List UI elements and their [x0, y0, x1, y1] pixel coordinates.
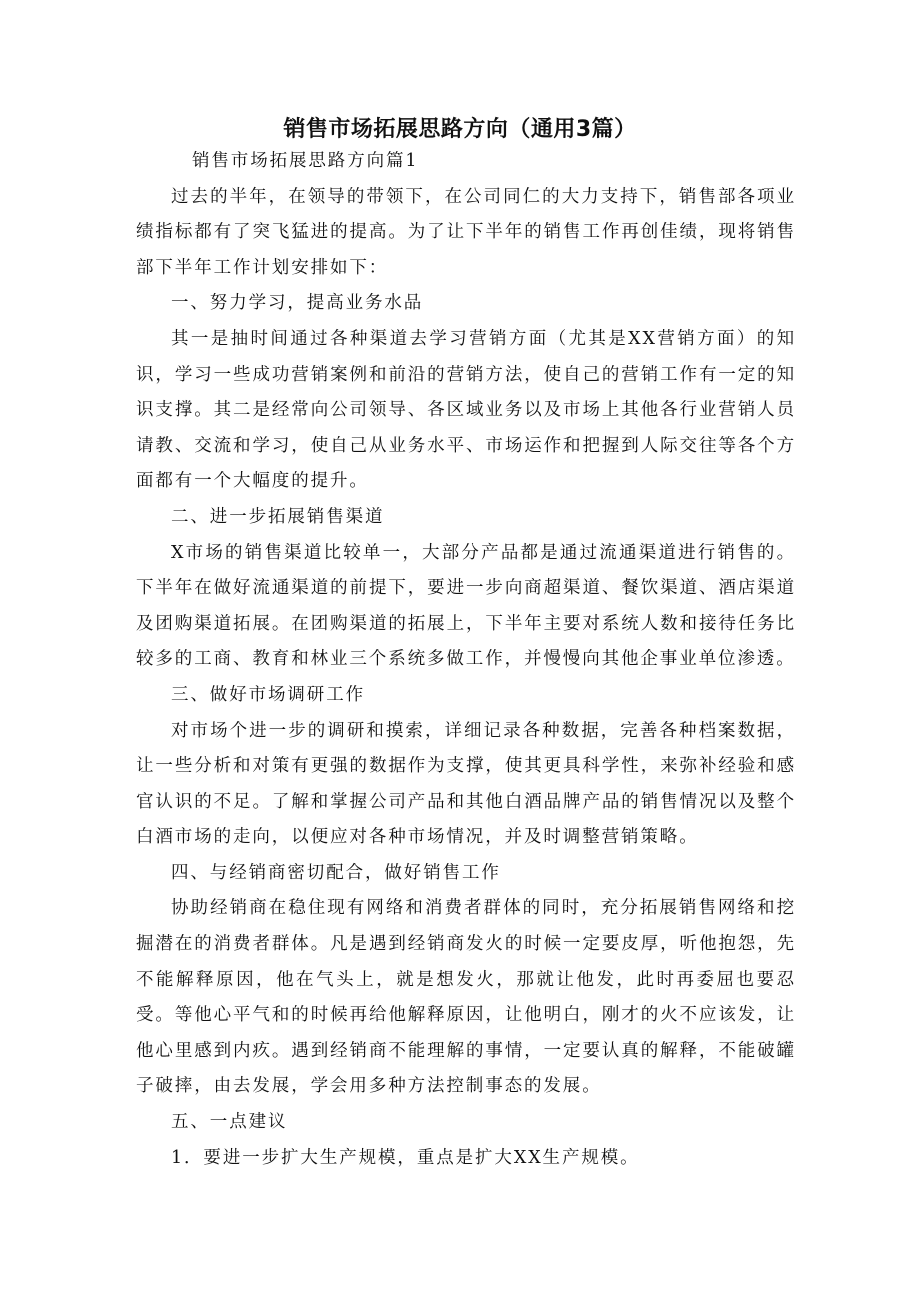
paragraph-study: 其一是抽时间通过各种渠道去学习营销方面（尤其是XX营销方面）的知识，学习一些成功营销案例和前沿的营销方法，使自己的营销工作有一定的知识支撑。其二是经常向公司领导、各区域业务以及市场上其他各行业营销人员请教、交流和学习，使自己从业务水平、市场运作和把握到人际交往等各个方面都有一个大幅度的提升。: [136, 328, 796, 492]
heading-dealers: 四、与经销商密切配合，做好销售工作: [171, 862, 501, 883]
document-title: 销售市场拓展思路方向（通用3篇）: [283, 117, 637, 142]
heading-channels: 二、进一步拓展销售渠道: [171, 506, 385, 527]
intro-paragraph: 过去的半年，在领导的带领下，在公司同仁的大力支持下，销售部各项业绩指标都有了突飞猛进的提高。为了让下半年的销售工作再创佳绩，现将销售部下半年工作计划安排如下：: [136, 186, 796, 278]
heading-suggestions: 五、一点建议: [171, 1112, 288, 1133]
paragraph-dealers: 协助经销商在稳住现有网络和消费者群体的同时，充分拓展销售网络和挖掘潜在的消费者群体。凡是遇到经销商发火的时候一定要皮厚，听他抱怨，先不能解释原因，他在气头上，就是想发火，那就让他发，此时再委屈也要忍受。等他心平气和的时候再给他解释原因，让他明白，刚才的火不应该发，让他心里感到内疚。遇到经销商不能理解的事情，一定要认真的解释，不能破罐子破摔，由去发展，学会用多种方法控制事态的发展。: [136, 898, 796, 1097]
paragraph-research: 对市场个进一步的调研和摸索，详细记录各种数据，完善各种档案数据，让一些分析和对策有更强的数据作为支撑，使其更具科学性，来弥补经验和感官认识的不足。了解和掌握公司产品和其他白酒品牌产品的销售情况以及整个白酒市场的走向，以便应对各种市场情况，并及时调整营销策略。: [136, 720, 796, 848]
heading-research: 三、做好市场调研工作: [171, 684, 365, 705]
paragraph-channels: X市场的销售渠道比较单一，大部分产品都是通过流通渠道进行销售的。下半年在做好流通渠道的前提下，要进一步向商超渠道、餐饮渠道、酒店渠道及团购渠道拓展。在团购渠道的拓展上，下半年主要对系统人数和接待任务比较多的工商、教育和林业三个系统多做工作，并慢慢向其他企事业单位渗透。: [136, 542, 796, 670]
suggestion-item-1: 1．要进一步扩大生产规模，重点是扩大XX生产规模。: [171, 1147, 640, 1168]
heading-study: 一、努力学习，提高业务水品: [171, 293, 424, 314]
section-subtitle: 销售市场拓展思路方向篇1: [192, 151, 419, 171]
document-body: [136, 144, 796, 1176]
